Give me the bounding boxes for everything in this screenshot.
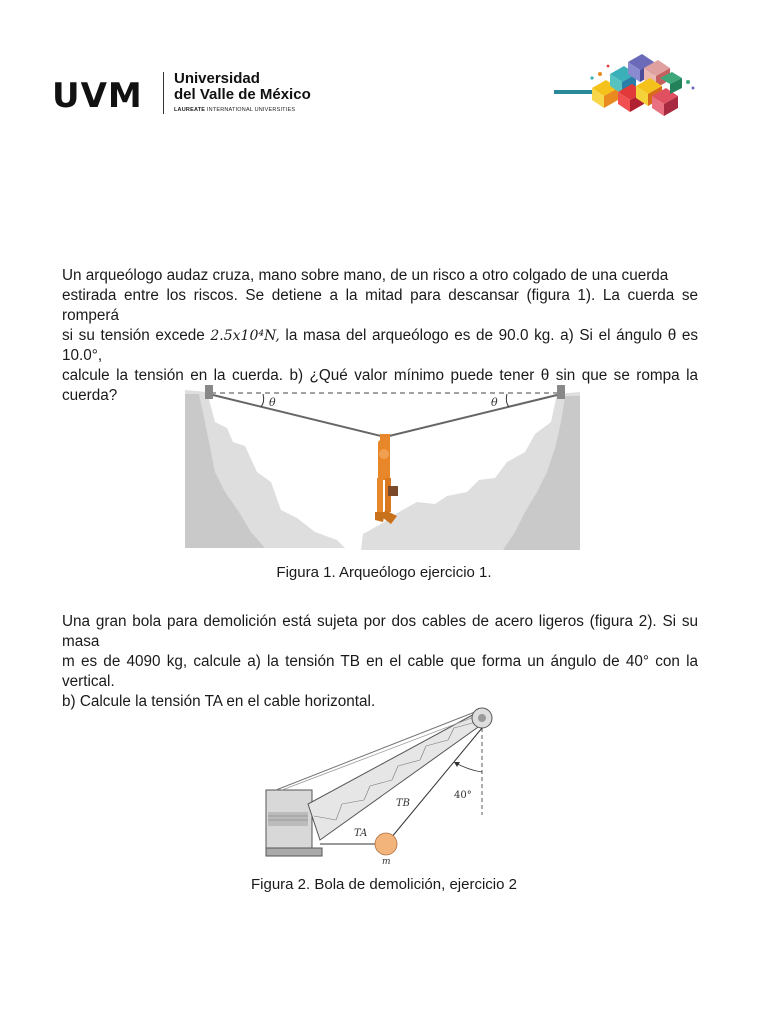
- logo-divider: [163, 72, 164, 114]
- exercise1-line3-post: la masa del arqueólogo es de 90.0 kg. a) Si el ángulo θ es 10.0°,: [62, 327, 698, 364]
- archaeologist-figure: [375, 434, 398, 524]
- theta-label-left: θ: [269, 396, 276, 409]
- laureate-tagline: [174, 107, 295, 113]
- laureate-word: LAUREATE: [174, 107, 206, 113]
- angle-40-label: 40°: [454, 790, 472, 801]
- exercise2-line2: m es de 4090 kg, calcule a) la tensión TB en el cable que forma un ángulo de 40° con la vertical.: [62, 653, 698, 690]
- decorative-cubes-logo: [552, 52, 698, 118]
- uvm-logo: UVM: [52, 76, 143, 116]
- exercise2-line3: b) Calcule la tensión TA en el cable horizontal.: [62, 693, 376, 710]
- exercise2-paragraph: [62, 612, 698, 712]
- figure2-wrecking-ball: [262, 700, 502, 865]
- university-name-line2: del Valle de México: [174, 86, 311, 103]
- university-name-line1: Universidad: [174, 70, 260, 87]
- mass-label: m: [382, 857, 391, 865]
- ta-label: TA: [354, 828, 368, 839]
- wrecking-ball: [375, 833, 397, 855]
- laureate-rest: INTERNATIONAL UNIVERSITIES: [205, 107, 296, 113]
- tb-label: TB: [396, 798, 411, 809]
- exercise1-line3: [62, 326, 698, 366]
- exercise1-line4: calcule la tensión en la cuerda. b) ¿Qué valor mínimo puede tener θ sin que se rompa la cuerda?: [62, 367, 698, 404]
- exercise1-line3-pre: si su tensión excede: [62, 327, 211, 344]
- exercise1-line2: estirada entre los riscos. Se detiene a la mitad para descansar (figura 1). La cuerda se romperá: [62, 287, 698, 324]
- exercise2-line1: Una gran bola para demolición está sujeta por dos cables de acero ligeros (figura 2). Si su masa: [62, 613, 698, 650]
- exercise1-line1: Un arqueólogo audaz cruza, mano sobre mano, de un risco a otro colgado de una cuerda: [62, 267, 669, 284]
- tension-limit-formula: 2.5x10⁴N,: [210, 328, 280, 344]
- university-name: [174, 71, 311, 103]
- theta-label-right: θ: [491, 396, 498, 409]
- figure1-caption: Figura 1. Arqueólogo ejercicio 1.: [276, 564, 492, 581]
- figure1-archaeologist: [185, 382, 580, 554]
- figure2-caption: Figura 2. Bola de demolición, ejercicio 2: [251, 876, 517, 893]
